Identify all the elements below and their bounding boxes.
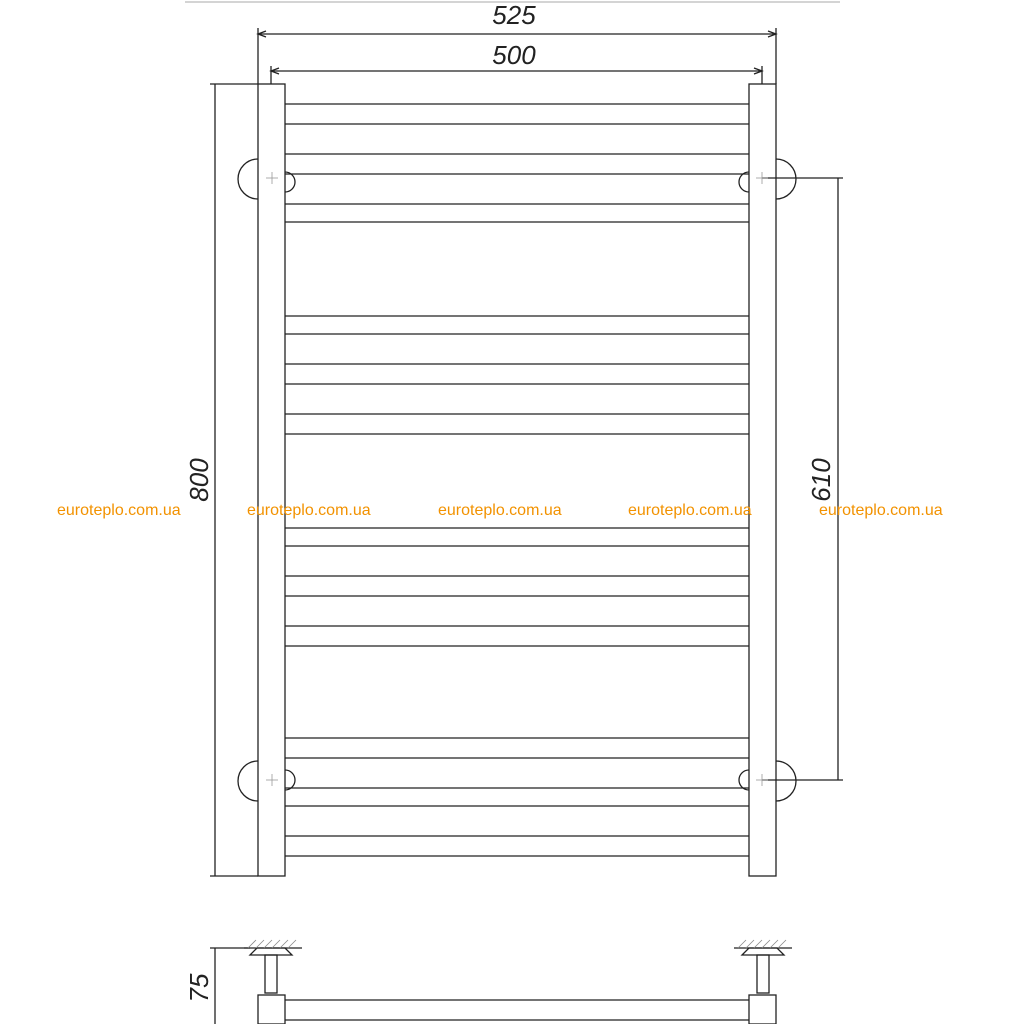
watermark-2: euroteplo.com.ua: [247, 502, 371, 519]
side-view: [210, 948, 792, 1024]
right-collector: [749, 84, 776, 876]
side-bracket-left: [265, 955, 277, 993]
left-collector: [258, 84, 285, 876]
watermark-5: euroteplo.com.ua: [819, 502, 943, 519]
dimension-525-label: 525: [492, 0, 536, 30]
dimension-75-label: 75: [184, 973, 214, 1003]
wall-hatching: [248, 940, 786, 948]
watermark-3: euroteplo.com.ua: [438, 502, 562, 519]
watermark-4: euroteplo.com.ua: [628, 502, 752, 519]
side-bracket-right: [757, 955, 769, 993]
watermark-1: euroteplo.com.ua: [57, 502, 181, 519]
dimension-610-label: 610: [806, 458, 836, 502]
dimension-800: [210, 84, 258, 876]
connection-crosshairs: [266, 172, 768, 786]
dimension-800-label: 800: [184, 458, 214, 502]
side-collector-right: [749, 995, 776, 1024]
rungs-group: [285, 104, 749, 856]
dimension-500-label: 500: [492, 40, 536, 70]
watermark-row: [57, 502, 943, 519]
side-collector-left: [258, 995, 285, 1024]
wall-brackets: [238, 159, 796, 801]
